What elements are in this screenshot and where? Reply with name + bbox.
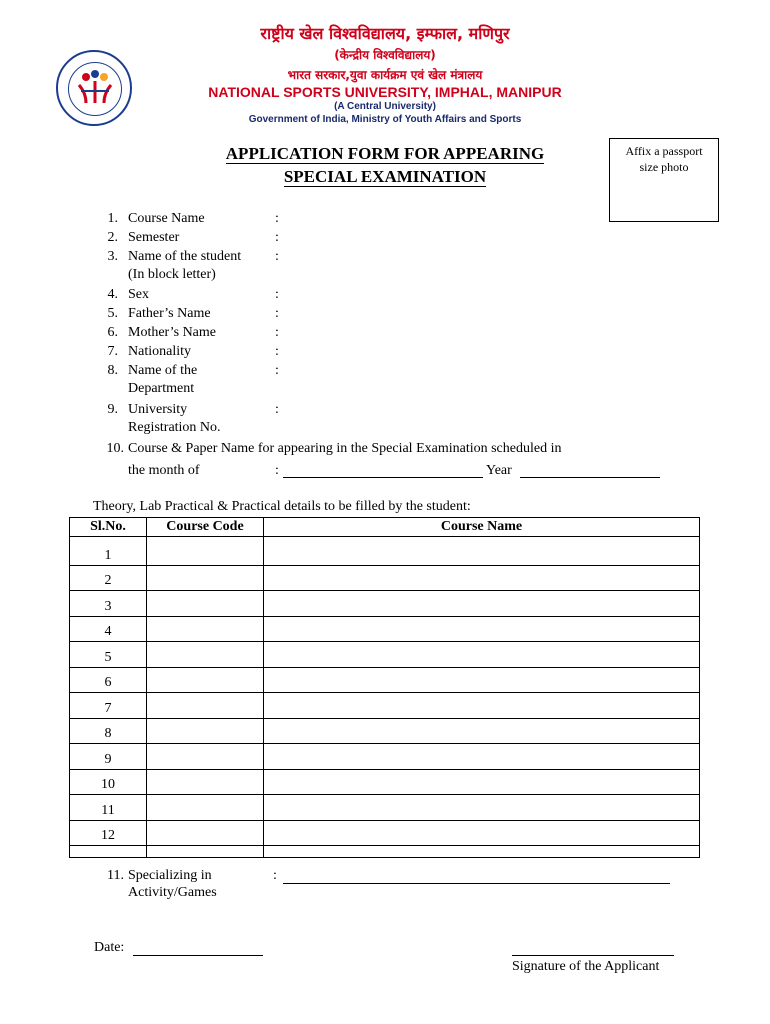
hindi-central-university: (केन्द्रीय विश्वविद्यालय) <box>334 48 436 62</box>
table-header-row <box>70 518 700 537</box>
field-colon: : <box>275 211 279 226</box>
field-label-registration-no: Registration No. <box>128 420 221 435</box>
field-number: 1. <box>107 211 118 226</box>
course-code-cell[interactable] <box>147 719 264 744</box>
field-number: 11. <box>107 868 124 883</box>
sl-no-cell: 8 <box>70 719 147 744</box>
course-code-cell[interactable] <box>147 795 264 821</box>
sl-no-cell: 12 <box>70 821 147 846</box>
course-name-cell[interactable] <box>264 668 700 693</box>
central-university-label: (A Central University) <box>334 101 436 112</box>
field-number: 5. <box>107 306 118 321</box>
course-code-cell[interactable] <box>147 770 264 795</box>
field-number: 2. <box>107 230 118 245</box>
course-code-cell[interactable] <box>147 668 264 693</box>
field-label-semester: Semester <box>128 230 180 245</box>
table-row <box>70 591 700 617</box>
ministry-label: Government of India, Ministry of Youth Affairs and Sports <box>248 114 522 125</box>
special-exam-text: Course & Paper Name for appearing in the Special Examination scheduled in <box>128 441 562 456</box>
field-label-department: Name of the <box>128 363 198 378</box>
field-number: 3. <box>107 249 118 264</box>
sl-no-cell: 4 <box>70 617 147 642</box>
table-row <box>70 537 700 566</box>
table-row <box>70 795 700 821</box>
field-colon: : <box>275 325 279 340</box>
sl-no-cell: 7 <box>70 693 147 719</box>
sl-no-cell: 11 <box>70 795 147 821</box>
course-name-cell[interactable] <box>264 770 700 795</box>
table-intro: Theory, Lab Practical & Practical details to be filled by the student: <box>93 499 471 514</box>
signature-label: Signature of the Applicant <box>512 959 660 974</box>
logo-figures-icon <box>69 63 121 115</box>
month-field[interactable] <box>283 477 483 478</box>
field-colon: : <box>275 249 279 264</box>
field-colon: : <box>275 363 279 378</box>
form-title-line2: SPECIAL EXAMINATION <box>283 167 487 186</box>
field-colon: : <box>275 287 279 302</box>
sl-no-cell: 3 <box>70 591 147 617</box>
column-header-course-code: Course Code <box>147 518 264 537</box>
field-label-student-name-note: (In block letter) <box>128 267 216 282</box>
form-title-line1: APPLICATION FORM FOR APPEARING <box>225 144 545 163</box>
table-row <box>70 719 700 744</box>
field-colon: : <box>275 402 279 417</box>
course-name-cell[interactable] <box>264 591 700 617</box>
specializing-field[interactable] <box>283 883 670 884</box>
field-colon: : <box>273 868 277 883</box>
course-name-cell[interactable] <box>264 744 700 770</box>
table-row <box>70 617 700 642</box>
sl-no-cell: 9 <box>70 744 147 770</box>
course-code-cell[interactable] <box>147 642 264 668</box>
logo-emblem <box>68 62 122 116</box>
column-header-course-name: Course Name <box>264 518 700 537</box>
course-code-cell[interactable] <box>147 537 264 566</box>
table-row <box>70 744 700 770</box>
course-code-cell[interactable] <box>147 617 264 642</box>
field-number: 4. <box>107 287 118 302</box>
course-name-cell[interactable] <box>264 846 700 858</box>
field-label-father-name: Father’s Name <box>128 306 211 321</box>
field-colon: : <box>275 344 279 359</box>
sl-no-cell: 1 <box>70 537 147 566</box>
field-label-specializing: Specializing in <box>128 868 212 883</box>
table-row <box>70 693 700 719</box>
passport-photo-box[interactable] <box>609 138 719 222</box>
table-row <box>70 846 700 858</box>
course-code-cell[interactable] <box>147 846 264 858</box>
course-code-cell[interactable] <box>147 744 264 770</box>
course-name-cell[interactable] <box>264 795 700 821</box>
photo-instruction-line2: size photo <box>639 160 689 174</box>
hindi-university-name: राष्ट्रीय खेल विश्वविद्यालय, इम्फाल, मणिपुर <box>260 24 510 43</box>
field-colon: : <box>275 230 279 245</box>
hindi-ministry: भारत सरकार,युवा कार्यक्रम एवं खेल मंत्रालय <box>287 68 483 82</box>
course-name-cell[interactable] <box>264 537 700 566</box>
sl-no-cell: 2 <box>70 566 147 591</box>
course-name-cell[interactable] <box>264 566 700 591</box>
course-code-cell[interactable] <box>147 693 264 719</box>
table-row <box>70 566 700 591</box>
course-table <box>69 517 700 858</box>
table-row <box>70 668 700 693</box>
course-name-cell[interactable] <box>264 821 700 846</box>
course-code-cell[interactable] <box>147 591 264 617</box>
field-number: 7. <box>107 344 118 359</box>
university-name: NATIONAL SPORTS UNIVERSITY, IMPHAL, MANIPUR <box>208 84 562 100</box>
photo-instruction-line1: Affix a passport <box>625 144 703 158</box>
signature-line[interactable] <box>512 955 674 956</box>
field-number: 9. <box>107 402 118 417</box>
field-label-mother-name: Mother’s Name <box>128 325 216 340</box>
table-row <box>70 770 700 795</box>
field-label-department-line2: Department <box>128 381 195 396</box>
column-header-sl-no: Sl.No. <box>70 518 147 537</box>
table-row <box>70 642 700 668</box>
field-label-university: University <box>128 402 188 417</box>
field-label-nationality: Nationality <box>128 344 191 359</box>
date-label: Date: <box>94 940 125 955</box>
sl-no-cell: 5 <box>70 642 147 668</box>
field-number: 6. <box>107 325 118 340</box>
sl-no-cell: 10 <box>70 770 147 795</box>
university-logo <box>56 50 132 126</box>
sl-no-cell: 6 <box>70 668 147 693</box>
field-colon: : <box>275 463 279 478</box>
field-number: 8. <box>107 363 118 378</box>
table-row <box>70 821 700 846</box>
course-name-cell[interactable] <box>264 693 700 719</box>
field-label-sex: Sex <box>128 287 149 302</box>
course-name-cell[interactable] <box>264 719 700 744</box>
year-label: Year <box>486 463 512 478</box>
month-label: the month of <box>128 463 200 478</box>
field-label-activity-games: Activity/Games <box>128 885 217 900</box>
field-label-student-name: Name of the student <box>128 249 242 264</box>
field-colon: : <box>275 306 279 321</box>
field-label-course-name: Course Name <box>128 211 205 226</box>
field-number: 10. <box>106 441 124 456</box>
date-field[interactable] <box>133 955 263 956</box>
course-code-cell[interactable] <box>147 821 264 846</box>
course-code-cell[interactable] <box>147 566 264 591</box>
course-name-cell[interactable] <box>264 617 700 642</box>
course-name-cell[interactable] <box>264 642 700 668</box>
year-field[interactable] <box>520 477 660 478</box>
